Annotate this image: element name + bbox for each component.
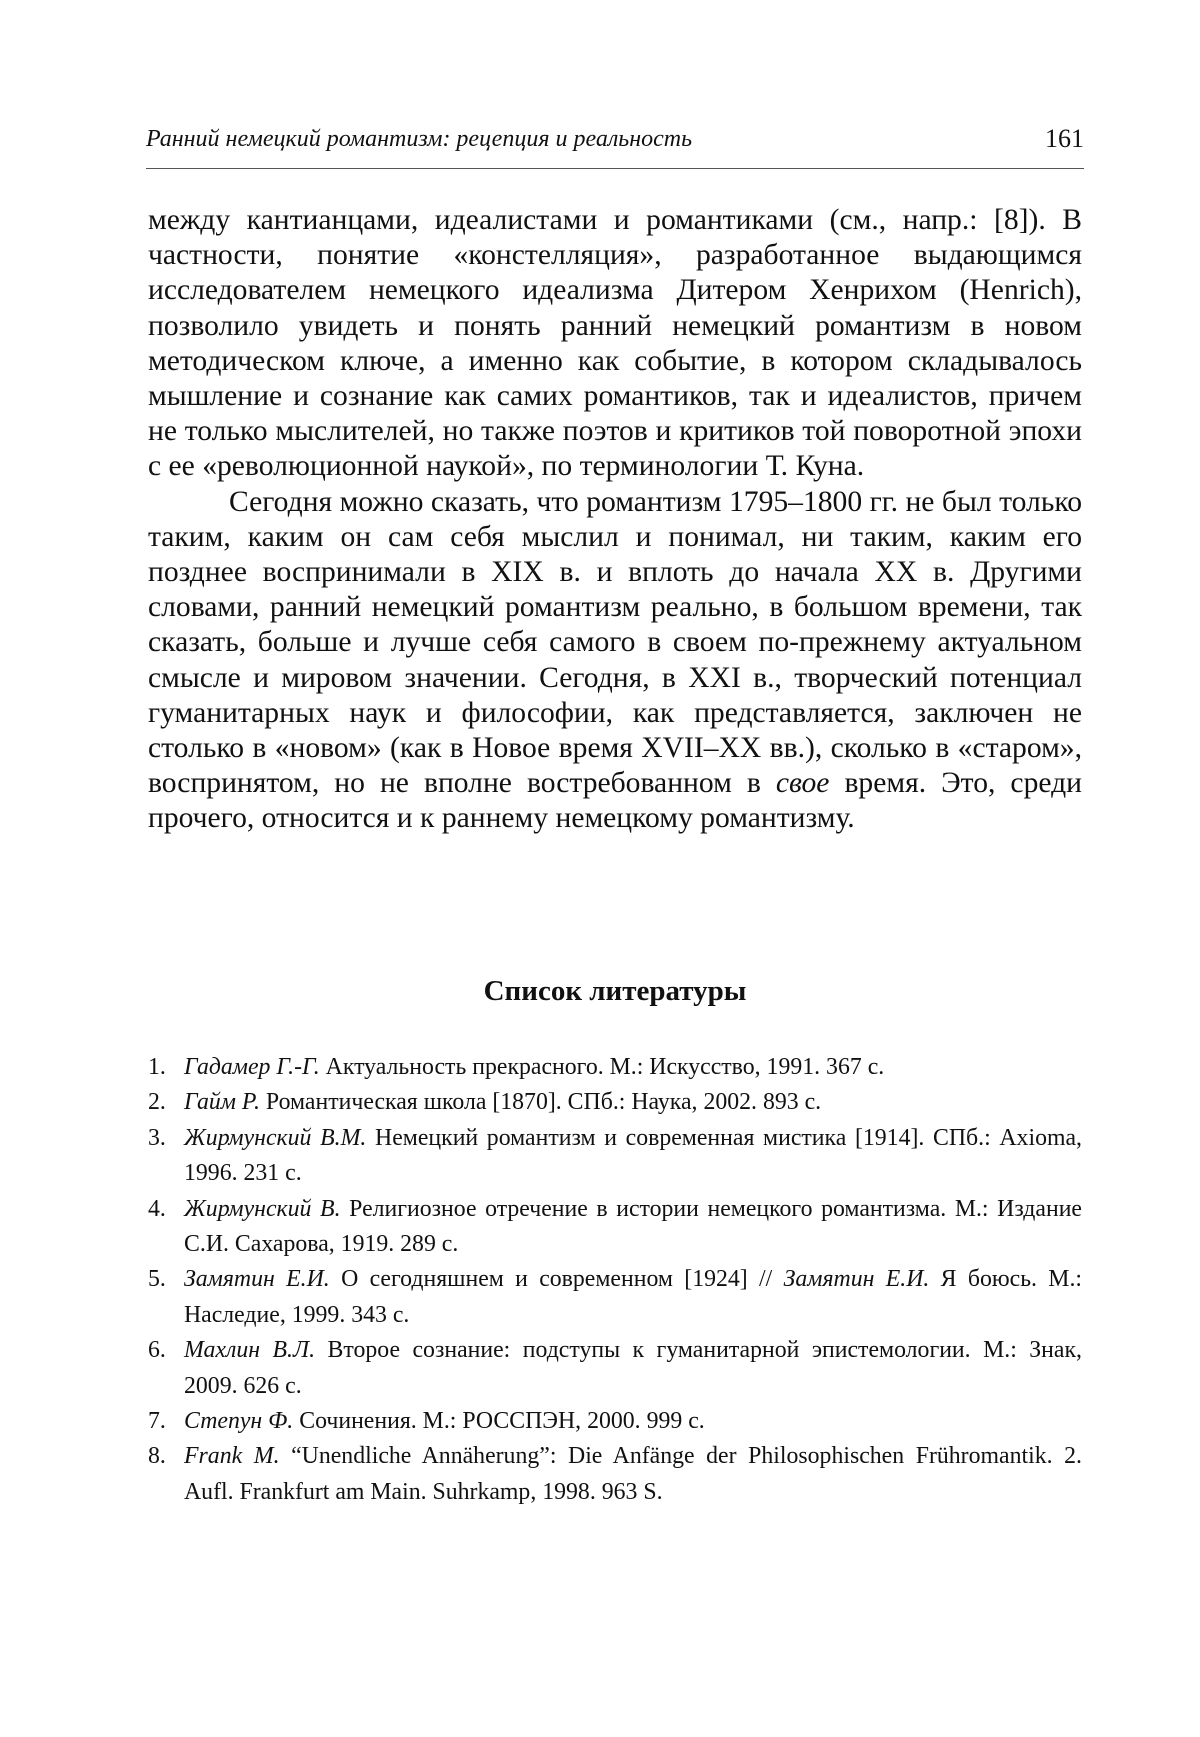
paragraph-2 [148, 485, 1082, 837]
reference-author: Frank M. [184, 1443, 280, 1470]
reference-text: Романтическая школа [1870]. СПб.: Наука, 2002. 893 с. [259, 1089, 822, 1116]
reference-item [148, 1333, 1082, 1404]
reference-author: Жирмунский В.М. [184, 1124, 367, 1151]
reference-author: Жирмунский В. [184, 1195, 341, 1222]
reference-number: 7. [148, 1408, 166, 1435]
reference-author: Степун Ф. [184, 1408, 294, 1435]
running-header [146, 118, 1084, 169]
reference-number: 3. [148, 1124, 166, 1151]
running-title: Ранний немецкий романтизм: рецепция и реальность [146, 126, 693, 152]
reference-text: Сочинения. М.: РОССПЭН, 2000. 999 с. [293, 1408, 705, 1435]
reference-item [148, 1121, 1082, 1192]
reference-text: О сегодняшнем и современном [1924] // [329, 1266, 784, 1293]
reference-item [148, 1404, 1082, 1439]
page-number: 161 [1045, 124, 1084, 153]
reference-number: 2. [148, 1089, 166, 1116]
reference-text: Актуальность прекрасного. М.: Искусство, 1991. 367 с. [319, 1054, 885, 1080]
reference-text-secondary: Я боюсь. М.: Наследие, 1999. 343 с. [184, 1266, 1083, 1328]
reference-number: 8. [148, 1443, 166, 1470]
paragraph-2-emphasis: свое [775, 767, 830, 800]
reference-number: 1. [148, 1054, 166, 1080]
reference-author: Гайм Р. [184, 1089, 260, 1116]
main-text [148, 203, 1082, 837]
reference-text: Второе сознание: подступы к гуманитарной эпистемологии. М.: Знак, 2009. 626 с. [184, 1337, 1082, 1399]
reference-author: Замятин Е.И. [184, 1266, 330, 1293]
reference-item [148, 1192, 1082, 1263]
reference-author: Гадамер Г.-Г. [184, 1054, 320, 1080]
references-heading: Список литературы [483, 975, 747, 1007]
paragraph-1: между кантианцами, идеалистами и романтиками (см., напр.: [8]). В частности, понятие «констелляция», разработанное выдающимся исследователем немецкого идеализма Дитером Хенрихом (Henrich), позволило увидеть и понять ранний немецкий романтизм в новом методическом ключе, а именно как событие, в котором складывалось мышление и сознание как самих романтиков, так и идеалистов, причем не только мыслителей, но также поэтов и критиков той поворотной эпохи с ее «революционной наукой», по терминологии Т. Куна. [148, 204, 1082, 483]
paragraph-2-start: Сегодня можно сказать, что романтизм 1795–1800 гг. не был только таким, каким он сам себя мыслил и понимал, ни таким, каким его позднее воспринимали в XIX в. и вплоть до начала XX в. Другими словами, ранний немецкий романтизм реально, в большом времени, так сказать, больше и лучше себя самого в своем по-прежнему актуальном смысле и мировом значении. Сегодня, в XXI в., творческий потенциал гуманитарных наук и философии, как представляется, заключен не столько в «новом» (как в Новое время XVII–XX вв.), сколько в «старом», воспринятом, но не вполне востребованном в [148, 485, 1082, 800]
reference-item [148, 1262, 1082, 1333]
reference-author-secondary: Замятин Е.И. [783, 1266, 930, 1293]
reference-text: “Unendliche Annäherung”: Die Anfänge der Philosophischen Frühromantik. 2. Aufl. Frankfurt am Main. Suhrkamp, 1998. 963 S. [184, 1443, 1082, 1505]
reference-item [148, 1439, 1082, 1510]
reference-item [148, 1085, 1082, 1120]
reference-text: Немецкий романтизм и современная мистика [1914]. СПб.: Axioma, 1996. 231 с. [184, 1124, 1082, 1187]
reference-number: 6. [148, 1337, 166, 1364]
reference-number: 5. [148, 1266, 166, 1293]
paragraph-2-end: время. Это, среди прочего, относится и к раннему немецкому романтизму. [148, 767, 1083, 835]
reference-author: Махлин В.Л. [184, 1337, 316, 1364]
reference-text: Религиозное отречение в истории немецкого романтизма. М.: Издание С.И. Сахарова, 1919. 289 с. [184, 1195, 1082, 1258]
reference-number: 4. [148, 1195, 166, 1222]
reference-item [148, 1050, 1082, 1085]
references-list [148, 1050, 1082, 1510]
